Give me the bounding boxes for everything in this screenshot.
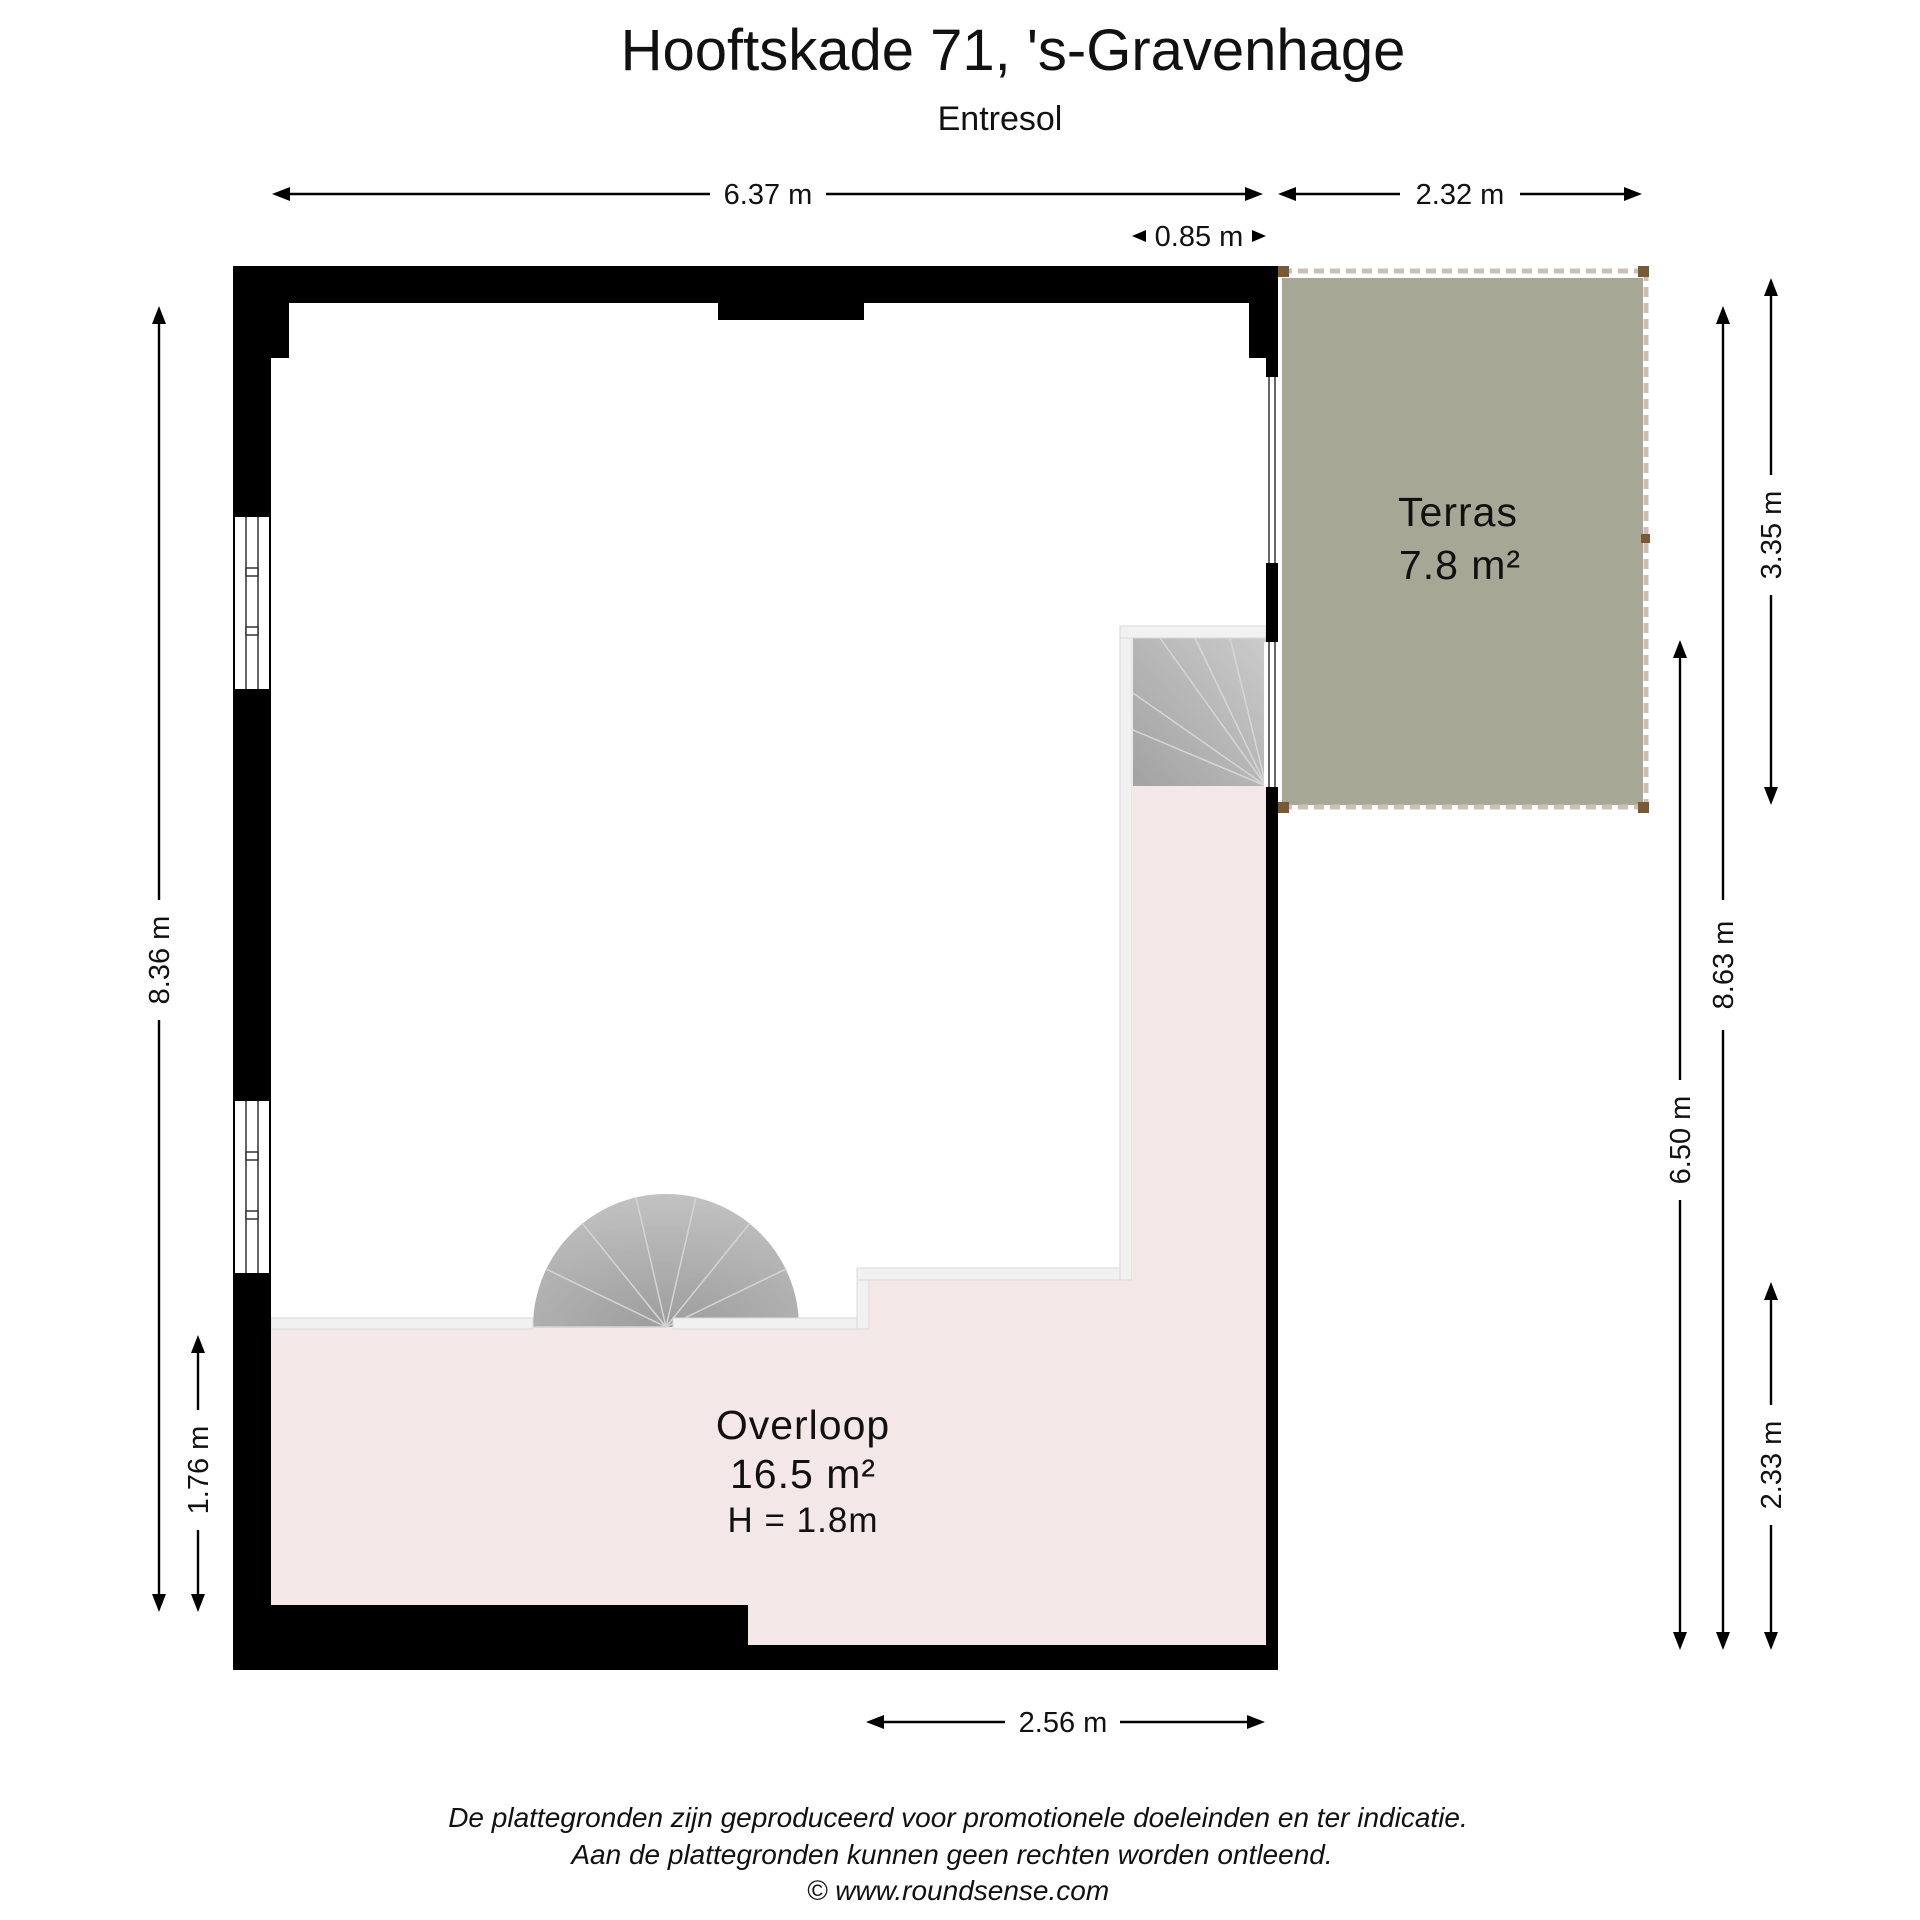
svg-text:3.35 m: 3.35 m	[1756, 490, 1788, 580]
room-area-terras: 7.8 m²	[1398, 542, 1522, 588]
dimension-right-small	[1756, 1282, 1788, 1650]
svg-text:6.50 m: 6.50 m	[1665, 1095, 1697, 1185]
svg-text:8.63 m: 8.63 m	[1708, 920, 1740, 1010]
svg-text:1.76 m: 1.76 m	[183, 1425, 215, 1515]
page-title: Hooftskade 71, 's-Gravenhage	[620, 18, 1406, 83]
terrace-post	[1638, 266, 1649, 277]
terrace-post	[1641, 534, 1650, 543]
dimension-right-total	[1708, 306, 1740, 1650]
terrace	[1278, 266, 1650, 813]
door-terrace-upper	[1264, 377, 1280, 563]
dimension-left-small	[183, 1335, 215, 1612]
room-label-terras: Terras	[1398, 489, 1518, 535]
floor-subtitle: Entresol	[937, 100, 1063, 138]
dimension-right-mid	[1665, 640, 1697, 1650]
svg-text:2.56 m: 2.56 m	[1018, 1707, 1108, 1739]
svg-text:2.33 m: 2.33 m	[1756, 1420, 1788, 1510]
window-left-upper	[235, 517, 269, 689]
disclaimer-line-2: Aan de plattegronden kunnen geen rechten worden ontleend.	[571, 1839, 1333, 1870]
terrace-post	[1278, 802, 1289, 813]
svg-text:8.36 m: 8.36 m	[144, 915, 176, 1005]
dimension-top-main	[272, 179, 1263, 211]
partition-walls	[271, 626, 1266, 1329]
disclaimer-line-1: De plattegronden zijn geproduceerd voor promotionele doeleinden en ter indicatie.	[448, 1802, 1468, 1833]
dimension-bottom	[866, 1707, 1265, 1739]
svg-text:6.37 m: 6.37 m	[723, 179, 813, 211]
copyright: © www.roundsense.com	[806, 1875, 1110, 1906]
door-terrace-lower	[1264, 642, 1280, 787]
dimension-top-small	[1132, 221, 1266, 253]
room-area-overloop: 16.5 m²	[730, 1451, 876, 1497]
svg-text:0.85 m: 0.85 m	[1154, 221, 1244, 253]
svg-text:2.32 m: 2.32 m	[1415, 179, 1505, 211]
room-label-overloop: Overloop	[715, 1402, 891, 1448]
stairs-right	[1133, 638, 1266, 786]
terrace-post	[1278, 266, 1289, 277]
dimension-right-terrace	[1756, 278, 1788, 805]
terrace-post	[1638, 802, 1649, 813]
dimension-left-total	[144, 306, 176, 1612]
room-height-overloop: H = 1.8m	[727, 1501, 879, 1540]
spiral-stairs	[533, 1194, 799, 1327]
dimension-top-terrace	[1278, 179, 1642, 211]
window-left-lower	[235, 1101, 269, 1273]
